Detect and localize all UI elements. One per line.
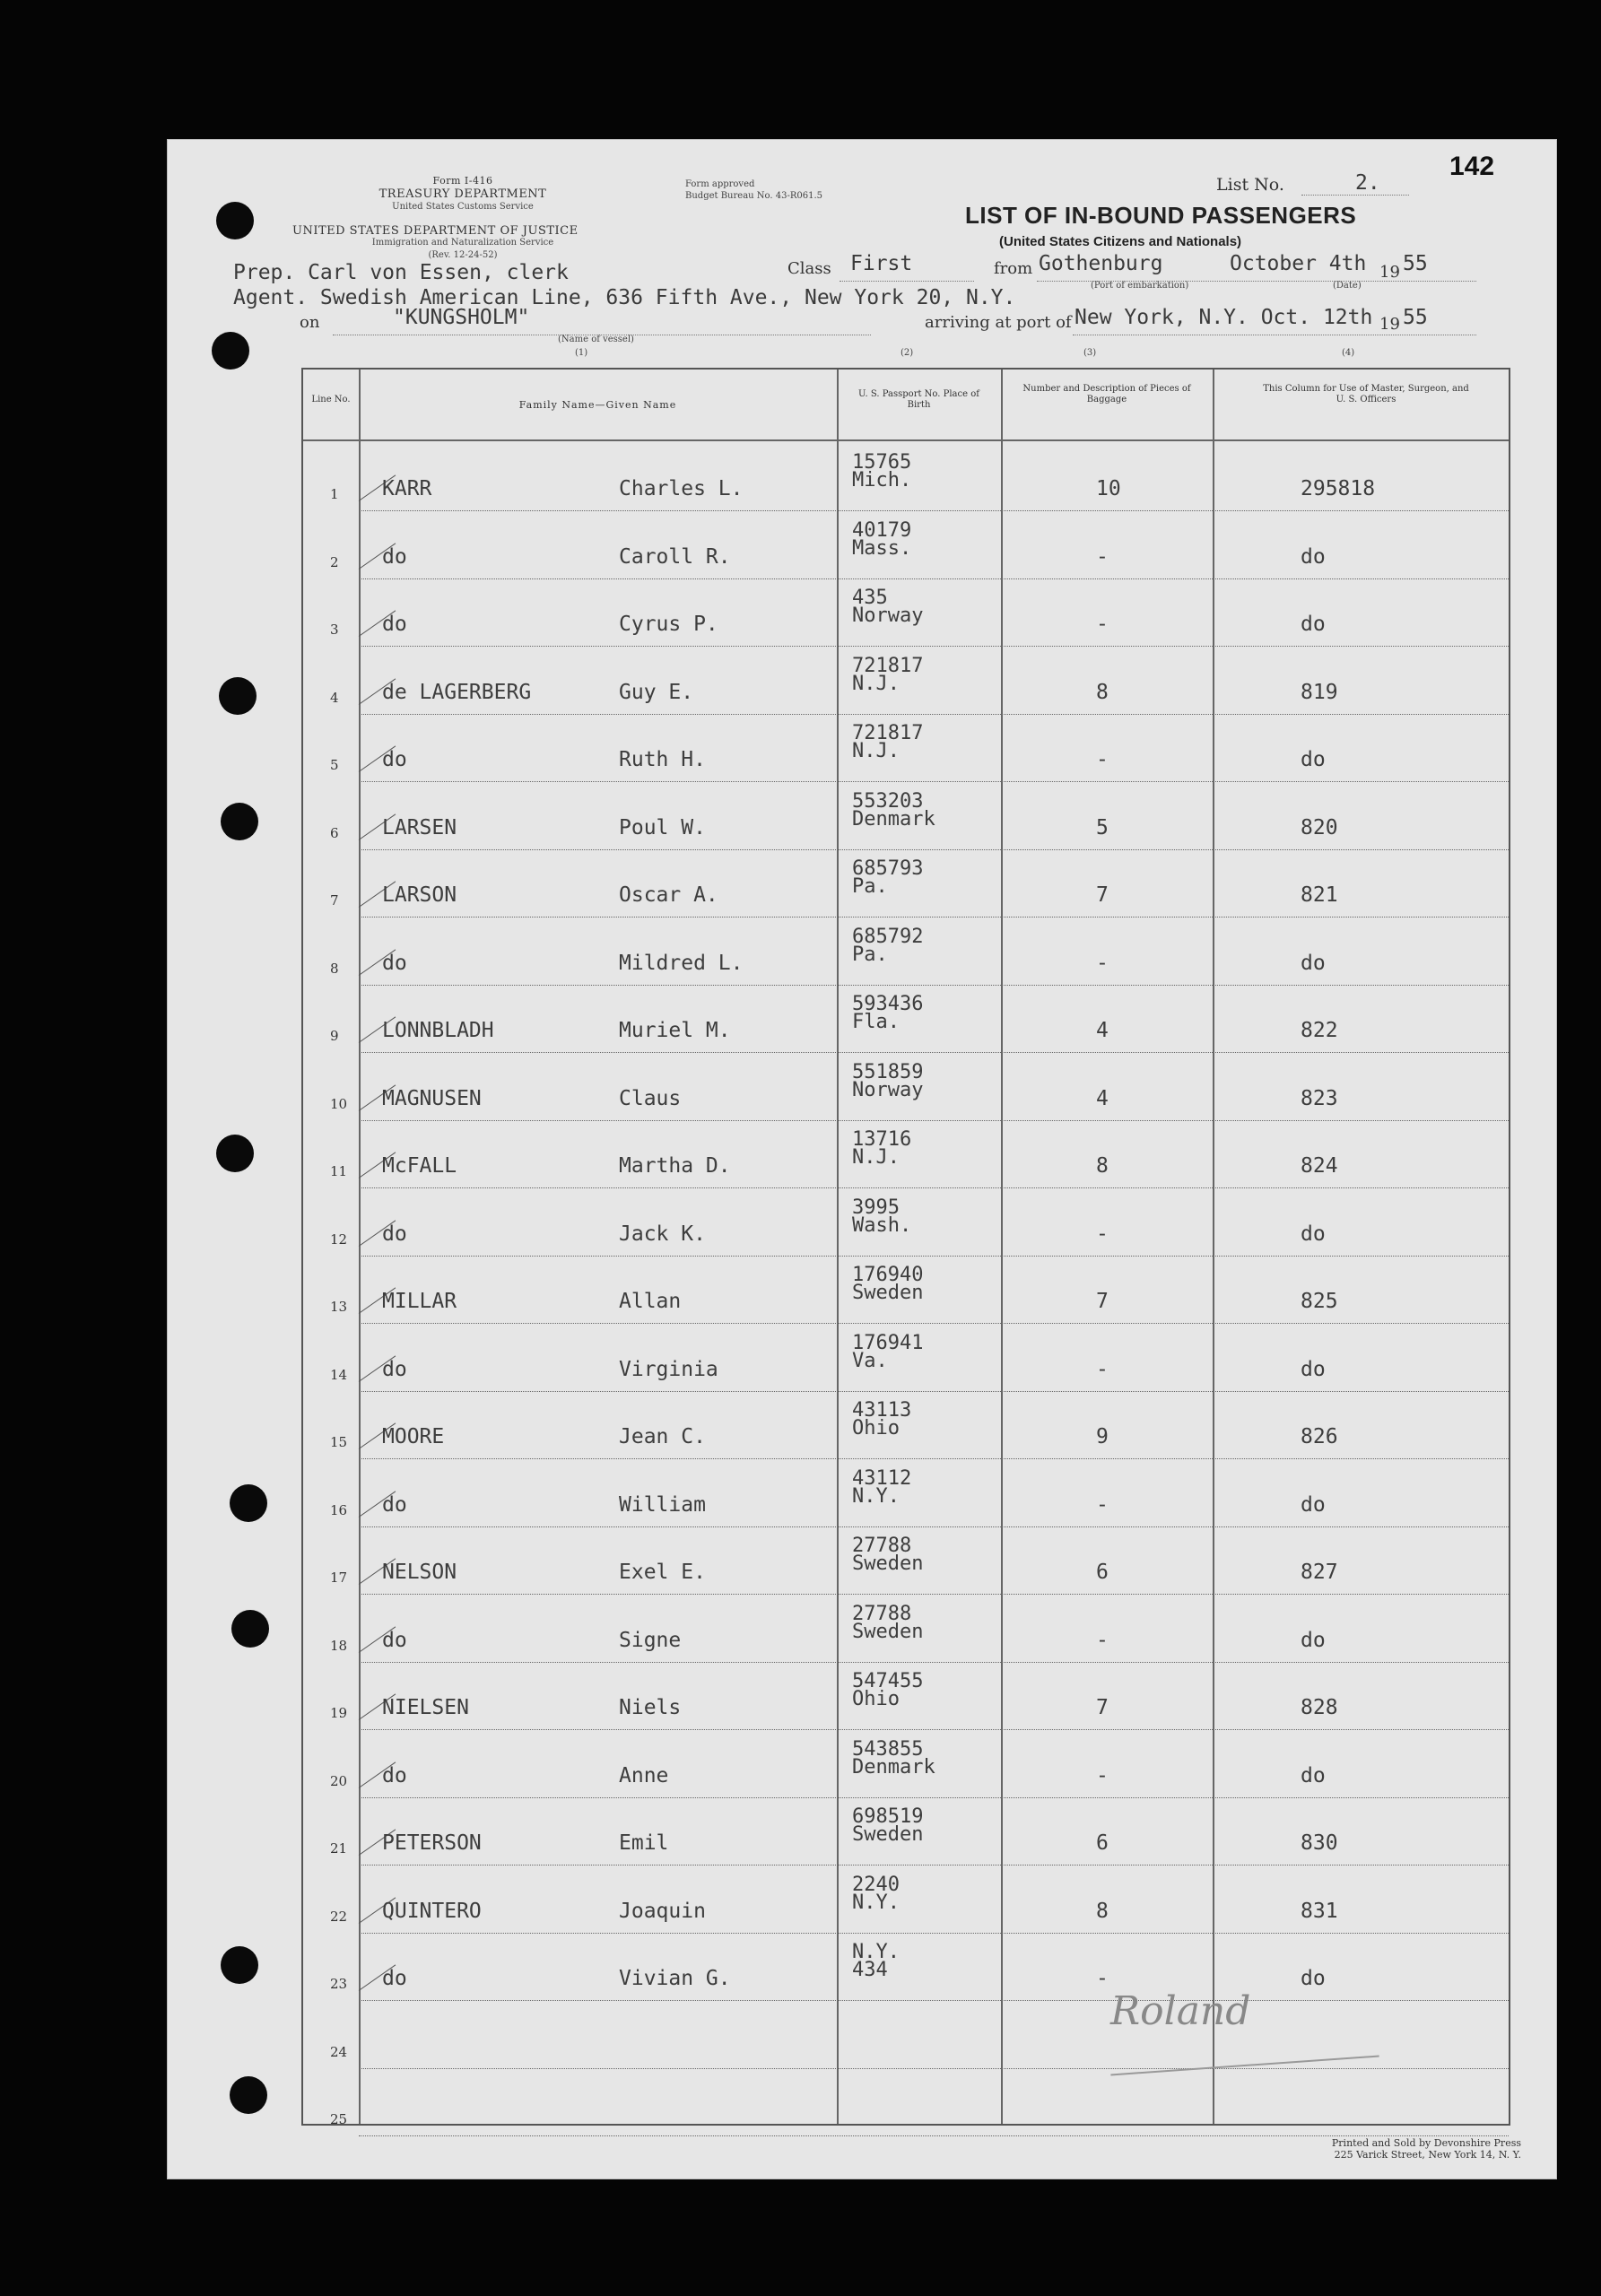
given-name: Jack K. — [619, 1222, 706, 1246]
table-row — [303, 1053, 1509, 1121]
officer-entry: 830 — [1301, 1831, 1338, 1855]
baggage-count: - — [1096, 1763, 1109, 1787]
officer-entry: 827 — [1301, 1561, 1338, 1584]
page-subtitle: (United States Citizens and Nationals) — [999, 234, 1242, 249]
given-name: Caroll R. — [619, 544, 731, 569]
baggage-count: 5 — [1096, 815, 1109, 839]
header-line-no: Line No. — [311, 395, 351, 404]
officer-entry: do — [1301, 748, 1326, 771]
given-name: Claus — [619, 1086, 682, 1110]
form-approved: Form approved — [685, 179, 755, 189]
line-number: 6 — [330, 824, 339, 841]
punch-hole — [212, 332, 249, 370]
list-no-value: 2. — [1355, 171, 1380, 195]
officer-entry: 824 — [1301, 1154, 1338, 1178]
line-number: 14 — [330, 1366, 348, 1383]
passport-number: 435 — [852, 587, 888, 609]
family-name: PETERSON — [382, 1831, 482, 1855]
table-row — [303, 1256, 1509, 1324]
passport-number: 176941 — [852, 1331, 924, 1354]
line-number: 9 — [330, 1028, 339, 1044]
family-name: do — [382, 1763, 407, 1787]
passport-number: 13716 — [852, 1128, 912, 1151]
given-name: Exel E. — [619, 1561, 706, 1584]
header-officers: This Column for Use of Master, Surgeon, and U. S. Officers — [1263, 384, 1469, 404]
class-value: First — [850, 252, 913, 275]
passenger-table — [301, 368, 1510, 2126]
table-row — [303, 849, 1509, 918]
punch-hole — [216, 202, 254, 239]
baggage-count: 7 — [1096, 1290, 1109, 1313]
punch-hole — [221, 803, 258, 840]
table-row — [303, 714, 1509, 782]
passport-number: 685792 — [852, 925, 924, 948]
table-row — [303, 2068, 1509, 2136]
given-name: Virginia — [619, 1357, 718, 1381]
printer-line-1: Printed and Sold by Devonshire Press — [1331, 2137, 1521, 2149]
line-number: 4 — [330, 689, 339, 706]
list-no-label: List No. — [1216, 175, 1284, 195]
treasury-department: TREASURY DEPARTMENT — [378, 187, 547, 201]
family-name: MILLAR — [382, 1290, 457, 1313]
passport-number: 40179 — [852, 518, 912, 542]
embarkation-date: October 4th — [1230, 252, 1367, 275]
line-number: 16 — [330, 1501, 348, 1518]
line-number: 1 — [330, 486, 339, 502]
table-row — [303, 782, 1509, 850]
column-number-4: (4) — [1342, 348, 1355, 358]
family-name: NELSON — [382, 1561, 457, 1584]
port-caption: (Port of embarkation) — [1091, 281, 1189, 291]
family-name: do — [382, 1967, 407, 1990]
birth-place: Denmark — [852, 1755, 935, 1779]
from-label: from — [994, 259, 1033, 278]
table-row — [303, 985, 1509, 1053]
page-number: 142 — [1449, 152, 1495, 181]
table-row — [303, 511, 1509, 579]
given-name: Niels — [619, 1696, 682, 1719]
birth-place: Ohio — [852, 1688, 900, 1710]
officer-entry: 819 — [1301, 680, 1338, 704]
baggage-count: 8 — [1096, 1154, 1109, 1178]
justice-department: UNITED STATES DEPARTMENT OF JUSTICE — [292, 224, 579, 238]
family-name: LONNBLADH — [382, 1019, 494, 1042]
table-row — [303, 1866, 1509, 1934]
officer-entry: do — [1301, 1763, 1326, 1787]
table-row — [303, 578, 1509, 647]
birth-place: N.J. — [852, 1146, 900, 1169]
birth-place: N.Y. — [852, 1891, 900, 1914]
birth-place: Mass. — [852, 536, 912, 560]
officer-entry: 828 — [1301, 1696, 1338, 1719]
punch-hole — [221, 1946, 258, 1984]
baggage-count: 4 — [1096, 1019, 1109, 1042]
line-number: 12 — [330, 1231, 348, 1248]
baggage-count: - — [1096, 1628, 1109, 1652]
officer-entry: do — [1301, 1628, 1326, 1652]
family-name: do — [382, 1357, 407, 1381]
passport-number: 2240 — [852, 1873, 900, 1896]
birth-place: Sweden — [852, 1823, 924, 1846]
baggage-count: - — [1096, 951, 1109, 975]
line-number: 25 — [330, 2111, 348, 2127]
baggage-count: 9 — [1096, 1425, 1109, 1448]
table-row — [303, 1797, 1509, 1866]
table-row — [303, 1459, 1509, 1527]
officer-entry: do — [1301, 1492, 1326, 1517]
officer-signature: Roland — [1110, 1988, 1251, 2034]
birth-place: 434 — [852, 1959, 888, 1981]
revision-date: (Rev. 12-24-52) — [428, 250, 498, 260]
table-row — [303, 1730, 1509, 1798]
passport-number: 698519 — [852, 1805, 924, 1828]
line-number: 19 — [330, 1705, 348, 1721]
passport-number: 543855 — [852, 1737, 924, 1761]
baggage-count: - — [1096, 1492, 1109, 1517]
baggage-count: 8 — [1096, 680, 1109, 704]
birth-place: Ohio — [852, 1417, 900, 1439]
baggage-count: 6 — [1096, 1561, 1109, 1584]
family-name: QUINTERO — [382, 1899, 482, 1923]
table-row — [303, 647, 1509, 715]
officer-entry: 295818 — [1301, 477, 1376, 500]
table-row — [303, 443, 1509, 511]
birth-place: Norway — [852, 1078, 924, 1101]
family-name: do — [382, 544, 407, 569]
passport-number: 27788 — [852, 1602, 912, 1625]
officer-entry: 825 — [1301, 1290, 1338, 1313]
line-number: 3 — [330, 622, 339, 638]
passport-number: 593436 — [852, 993, 924, 1015]
passport-number: 15765 — [852, 451, 912, 474]
passport-number: 43112 — [852, 1466, 912, 1490]
table-row — [303, 1526, 1509, 1595]
birth-place: Pa. — [852, 875, 888, 898]
officer-entry: do — [1301, 1967, 1326, 1990]
table-row — [303, 918, 1509, 986]
family-name: de LAGERBERG — [382, 680, 532, 704]
given-name: Charles L. — [619, 477, 744, 500]
embarkation-year: 55 — [1403, 252, 1428, 275]
birth-place: Sweden — [852, 1620, 924, 1643]
line-number: 10 — [330, 1095, 348, 1112]
punch-hole — [216, 1135, 254, 1172]
given-name: Vivian G. — [619, 1967, 731, 1990]
passport-number: 553203 — [852, 789, 924, 813]
punch-hole — [230, 1484, 267, 1522]
passport-number: 721817 — [852, 654, 924, 677]
header-baggage: Number and Description of Pieces of Baggage — [1022, 384, 1191, 404]
family-name: McFALL — [382, 1154, 457, 1178]
given-name: Allan — [619, 1290, 682, 1313]
line-number: 17 — [330, 1570, 348, 1586]
family-name: LARSON — [382, 883, 457, 907]
baggage-count: - — [1096, 544, 1109, 569]
birth-place: Fla. — [852, 1011, 900, 1033]
birth-place: Wash. — [852, 1213, 912, 1237]
officer-entry: 826 — [1301, 1425, 1338, 1448]
passport-number: 685793 — [852, 857, 924, 880]
family-name: MAGNUSEN — [382, 1086, 482, 1110]
column-number-1: (1) — [575, 348, 588, 358]
table-row — [303, 1188, 1509, 1257]
baggage-count: - — [1096, 748, 1109, 771]
table-row — [303, 1595, 1509, 1663]
table-row — [303, 1324, 1509, 1392]
birth-place: N.J. — [852, 672, 900, 695]
family-name: do — [382, 1628, 407, 1652]
baggage-count: - — [1096, 613, 1109, 636]
line-number: 7 — [330, 892, 339, 909]
given-name: Joaquin — [619, 1899, 706, 1923]
table-row — [303, 1120, 1509, 1188]
immigration-service: Immigration and Naturalization Service — [371, 238, 554, 248]
birth-place: N.J. — [852, 740, 900, 762]
arrival-year-prefix: 19 — [1379, 315, 1400, 334]
prep-clerk: Prep. Carl von Essen, clerk — [233, 261, 569, 284]
baggage-count: 6 — [1096, 1831, 1109, 1855]
passport-number: N.Y. — [852, 1941, 900, 1963]
line-number: 18 — [330, 1637, 348, 1654]
year-prefix: 19 — [1379, 263, 1400, 282]
passport-number: 547455 — [852, 1670, 924, 1692]
family-name: KARR — [382, 477, 432, 500]
birth-place: Sweden — [852, 1552, 924, 1575]
arrival-year: 55 — [1403, 306, 1428, 329]
line-number: 22 — [330, 1908, 348, 1925]
birth-place: N.Y. — [852, 1484, 900, 1508]
baggage-count: - — [1096, 1967, 1109, 1990]
officer-entry: do — [1301, 951, 1326, 975]
family-name: do — [382, 1222, 407, 1246]
given-name: Emil — [619, 1831, 669, 1855]
line-number: 5 — [330, 757, 339, 773]
line-number: 20 — [330, 1772, 348, 1789]
family-name: do — [382, 748, 407, 771]
officer-entry: 820 — [1301, 815, 1338, 839]
birth-place: Mich. — [852, 469, 912, 491]
punch-hole — [231, 1610, 269, 1648]
passport-number: 3995 — [852, 1196, 900, 1219]
passport-number: 27788 — [852, 1535, 912, 1557]
baggage-count: - — [1096, 1222, 1109, 1246]
column-number-3: (3) — [1083, 348, 1097, 358]
passport-number: 176940 — [852, 1264, 924, 1286]
given-name: Jean C. — [619, 1425, 706, 1448]
budget-bureau: Budget Bureau No. 43-R061.5 — [685, 191, 822, 201]
birth-place: Pa. — [852, 943, 888, 966]
officer-entry: 823 — [1301, 1086, 1338, 1110]
table-row — [303, 1933, 1509, 2001]
line-number: 23 — [330, 1976, 348, 1992]
punch-hole — [219, 677, 257, 715]
birth-place: Norway — [852, 604, 924, 627]
customs-service: United States Customs Service — [392, 202, 534, 212]
line-number: 24 — [330, 2043, 348, 2060]
family-name: MOORE — [382, 1425, 445, 1448]
officer-entry: 822 — [1301, 1019, 1338, 1042]
arriving-label: arriving at port of — [925, 313, 1072, 332]
punch-hole — [230, 2076, 267, 2114]
birth-place: Sweden — [852, 1282, 924, 1304]
page-title: LIST OF IN-BOUND PASSENGERS — [965, 202, 1357, 229]
passport-number: 551859 — [852, 1060, 924, 1083]
given-name: Mildred L. — [619, 951, 744, 975]
line-number: 8 — [330, 960, 339, 977]
officer-entry: do — [1301, 1357, 1326, 1381]
vessel-caption: (Name of vessel) — [558, 335, 634, 344]
line-number: 11 — [330, 1163, 348, 1179]
family-name: NIELSEN — [382, 1696, 469, 1719]
family-name: LARSEN — [382, 815, 457, 839]
given-name: Cyrus P. — [619, 613, 718, 636]
header-passport: U. S. Passport No. Place of Birth — [858, 389, 979, 410]
baggage-count: - — [1096, 1357, 1109, 1381]
given-name: Oscar A. — [619, 883, 718, 907]
table-row — [303, 1662, 1509, 1730]
baggage-count: 8 — [1096, 1899, 1109, 1923]
baggage-count: 4 — [1096, 1086, 1109, 1110]
officer-entry: do — [1301, 1222, 1326, 1246]
given-name: Martha D. — [619, 1154, 731, 1178]
family-name: do — [382, 951, 407, 975]
family-name: do — [382, 613, 407, 636]
birth-place: Va. — [852, 1349, 888, 1372]
baggage-count: 10 — [1096, 477, 1121, 500]
passport-number: 43113 — [852, 1399, 912, 1422]
agent-line: Agent. Swedish American Line, 636 Fifth Ave., New York 20, N.Y. — [233, 286, 1016, 309]
baggage-count: 7 — [1096, 1696, 1109, 1719]
date-caption: (Date) — [1333, 281, 1362, 291]
given-name: Ruth H. — [619, 748, 706, 771]
line-number: 2 — [330, 553, 339, 570]
header-name: Family Name—Given Name — [518, 399, 677, 411]
line-number: 21 — [330, 1840, 348, 1857]
given-name: Muriel M. — [619, 1019, 731, 1042]
officer-entry: 821 — [1301, 883, 1338, 907]
line-number: 15 — [330, 1434, 348, 1450]
on-label: on — [300, 313, 320, 332]
given-name: Signe — [619, 1628, 682, 1652]
vessel-name: "KUNGSHOLM" — [393, 306, 530, 329]
baggage-count: 7 — [1096, 883, 1109, 907]
table-row — [303, 1391, 1509, 1459]
class-label: Class — [787, 259, 831, 278]
given-name: William — [619, 1492, 706, 1517]
embarkation-port: Gothenburg — [1039, 252, 1163, 275]
birth-place: Denmark — [852, 807, 935, 831]
form-number: Form I-416 — [432, 175, 493, 187]
family-name: do — [382, 1492, 407, 1517]
given-name: Poul W. — [619, 815, 706, 839]
passport-number: 721817 — [852, 722, 924, 744]
officer-entry: do — [1301, 544, 1326, 569]
printer-footer — [1225, 2137, 1521, 2161]
given-name: Anne — [619, 1763, 669, 1787]
officer-entry: do — [1301, 613, 1326, 636]
officer-entry: 831 — [1301, 1899, 1338, 1923]
given-name: Guy E. — [619, 680, 694, 704]
line-number: 13 — [330, 1299, 348, 1315]
column-number-2: (2) — [901, 348, 914, 358]
arrival-port-date: New York, N.Y. Oct. 12th — [1075, 306, 1373, 329]
printer-line-2: 225 Varick Street, New York 14, N. Y. — [1334, 2149, 1521, 2161]
